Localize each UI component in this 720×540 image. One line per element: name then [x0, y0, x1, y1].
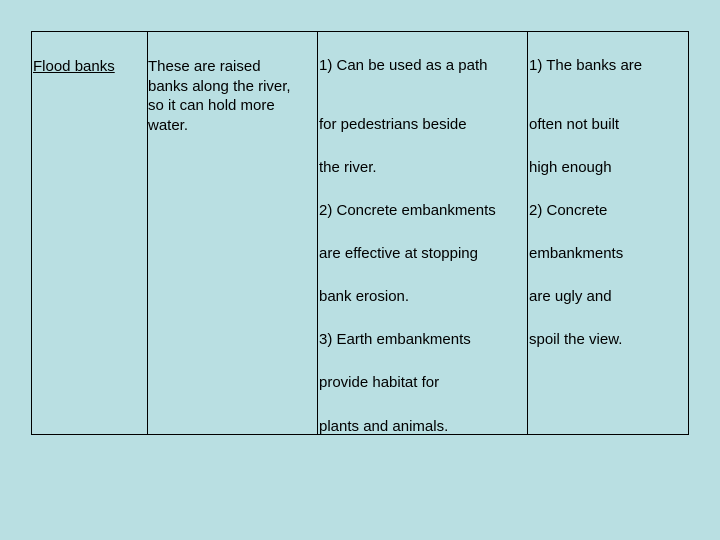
disadvantage-line: 1) The banks are [529, 57, 643, 74]
disadvantage-line: spoil the view. [529, 331, 623, 348]
advantage-line: 1) Can be used as a path [319, 57, 488, 74]
advantage-line: plants and animals. [319, 418, 449, 435]
advantage-line: 3) Earth embankments [319, 331, 471, 348]
method-name-cell: Flood banks [33, 58, 115, 75]
advantage-line: bank erosion. [319, 288, 410, 305]
disadvantage-line: embankments [529, 245, 624, 262]
advantage-line: the river. [319, 159, 377, 176]
advantage-line: are effective at stopping [319, 245, 478, 262]
disadvantage-line: are ugly and [529, 288, 612, 305]
disadvantage-line: high enough [529, 159, 612, 176]
advantage-line: provide habitat for [319, 374, 440, 391]
column-divider [527, 32, 528, 434]
description-cell: These are raised banks along the river, so it can hold more water. [148, 58, 291, 134]
disadvantage-line: often not built [529, 116, 620, 133]
column-divider [317, 32, 318, 434]
disadvantage-line: 2) Concrete [529, 202, 608, 219]
flood-banks-table [31, 31, 689, 435]
advantage-line: for pedestrians beside [319, 116, 467, 133]
advantage-line: 2) Concrete embankments [319, 202, 496, 219]
